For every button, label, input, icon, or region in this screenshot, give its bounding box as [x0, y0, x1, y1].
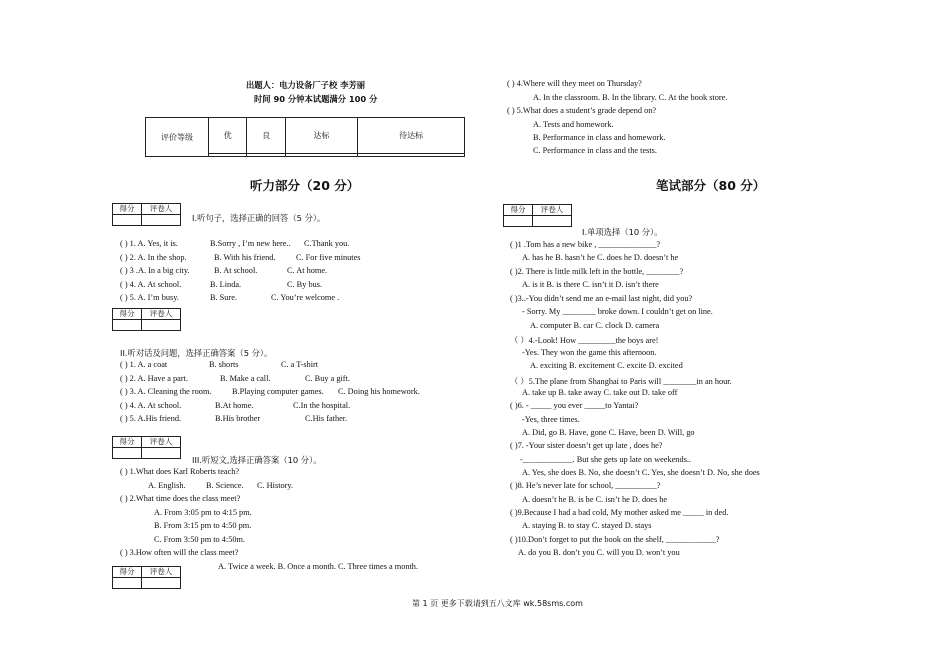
question-5: ( ) 5.What does a student’s grade depend on?: [507, 106, 657, 115]
grade-col-excellent: 优: [209, 118, 247, 154]
option: C.In the hospital.: [293, 401, 351, 410]
list-item: A. do you B. don’t you C. will you D. won’t you: [518, 548, 680, 557]
question-1: ( ) 1.What does Karl Roberts teach?: [120, 467, 240, 476]
grader-label: 评卷人: [142, 567, 181, 578]
part1-title: I.听句子，选择正确的回答（5 分）。: [192, 213, 326, 223]
score-label: 得分: [113, 567, 142, 578]
list-item: ( ) 2. A. Have a part.: [120, 374, 188, 383]
option: B. Linda.: [210, 280, 242, 289]
score-box: [112, 203, 181, 226]
list-item: ( )9.Because I had a bad cold, My mother asked me _____ in ded.: [510, 508, 729, 517]
listening-title: 听力部分（20 分）: [250, 178, 360, 193]
option: B.At home.: [215, 401, 254, 410]
option: B.His brother: [215, 414, 261, 423]
option: A. Tests and homework.: [533, 120, 614, 129]
list-item: ( ) 1. A. Yes, it is.: [120, 239, 178, 248]
option: C.Thank you.: [304, 239, 350, 248]
question-4: ( ) 4.Where will they meet on Thursday?: [507, 79, 642, 88]
option: B. From 3:15 pm to 4:50 pm.: [154, 521, 252, 530]
option: B.Playing computer games.: [232, 387, 324, 396]
grade-label: 评价等级: [146, 118, 209, 157]
part2-title: II.听对话及问题，选择正确答案（5 分）。: [120, 348, 273, 358]
score-label: 得分: [504, 205, 533, 216]
list-item: ( ) 1. A. a coat: [120, 360, 168, 369]
option: B. shorts: [209, 360, 239, 369]
option: C. Buy a gift.: [305, 374, 350, 383]
time-line: 时间 90 分钟本试题满分 100 分: [254, 94, 378, 104]
list-item: -Yes. They won the game this afternoon.: [522, 348, 657, 357]
option: B. Performance in class and homework.: [533, 133, 666, 142]
option: C. Doing his homework.: [338, 387, 420, 396]
grade-col-good: 良: [247, 118, 285, 154]
score-label: 得分: [113, 437, 142, 448]
list-item: ( ) 3 .A. In a big city.: [120, 266, 190, 275]
list-item: ( )10.Don’t forget to put the book on the shelf, ____________?: [510, 535, 720, 544]
list-item: - Sorry. My ________ broke down. I couldn’t get on line.: [522, 307, 713, 316]
list-item: ( ) 4. A. At school.: [120, 401, 182, 410]
list-item: -____________. But she gets up late on weekends..: [520, 455, 691, 464]
list-item: ( )2. There is little milk left in the bottle, ________?: [510, 267, 684, 276]
grade-col-needs-work: 待达标: [358, 118, 465, 154]
option: B.Sorry , I’m new here..: [210, 239, 291, 248]
list-item: A. Yes, she does B. No, she doesn’t C. Yes, she doesn’t D. No, she does: [522, 468, 760, 477]
option: C. Performance in class and the tests.: [533, 146, 657, 155]
score-box: [503, 204, 572, 227]
option: A. English.: [148, 481, 186, 490]
option: C. From 3:50 pm to 4:50m.: [154, 535, 246, 544]
list-item: ( )8. He’s never late for school, __________?: [510, 481, 661, 490]
option: B. Make a call.: [220, 374, 271, 383]
list-item: （ ）4.-Look! How _________the boys are!: [510, 336, 659, 345]
part3-title: III.听短文,选择正确答案（10 分）。: [192, 455, 322, 465]
list-item: A. is it B. is there C. isn’t it D. isn’t there: [522, 280, 659, 289]
grader-label: 评卷人: [142, 437, 181, 448]
list-item: ( ) 5. A. I’m busy.: [120, 293, 179, 302]
option: C. By bus.: [287, 280, 323, 289]
option: B. Science.: [206, 481, 244, 490]
list-item: （ ）5.The plane from Shanghai to Paris will ________in an hour.: [510, 377, 732, 386]
option: A. From 3:05 pm to 4:15 pm.: [154, 508, 252, 517]
list-item: ( )3..-You didn’t send me an e-mail last night, did you?: [510, 294, 693, 303]
list-item: -Yes, three times.: [522, 415, 580, 424]
list-item: ( ) 2. A. In the shop.: [120, 253, 187, 262]
question-3: ( ) 3.How often will the class meet?: [120, 548, 239, 557]
option: C. History.: [257, 481, 294, 490]
option: C. For five minutes: [296, 253, 361, 262]
list-item: ( )7. -Your sister doesn’t get up late , does he?: [510, 441, 663, 450]
option: C.His father.: [305, 414, 348, 423]
author-line: 出题人：电力设备厂子校 李芳丽: [246, 80, 366, 90]
option: B. With his friend.: [214, 253, 276, 262]
option: B. Sure.: [210, 293, 237, 302]
option: C. a T-shirt: [281, 360, 319, 369]
option: A. In the classroom. B. In the library. C. At the book store.: [533, 93, 728, 102]
list-item: A. staying B. to stay C. stayed D. stays: [522, 521, 652, 530]
grade-col-pass: 达标: [285, 118, 358, 154]
score-label: 得分: [113, 309, 142, 320]
writing-part1-title: I.单项选择（10 分）。: [582, 227, 663, 237]
option: C. At home.: [287, 266, 328, 275]
grader-label: 评卷人: [533, 205, 572, 216]
score-box: [112, 308, 181, 331]
page-footer: 第 1 页 更多下载请到五八文库 wk.58sms.com: [412, 599, 583, 608]
grade-table: [145, 117, 465, 157]
list-item: ( ) 3. A. Cleaning the room.: [120, 387, 212, 396]
option: B. At school.: [214, 266, 258, 275]
list-item: A. Did, go B. Have, gone C. Have, been D. Will, go: [522, 428, 695, 437]
list-item: ( )1 .Tom has a new bike , ______________?: [510, 240, 661, 249]
question-2: ( ) 2.What time does the class meet?: [120, 494, 241, 503]
grader-label: 评卷人: [142, 204, 181, 215]
list-item: ( ) 5. A.His friend.: [120, 414, 182, 423]
score-box: [112, 566, 181, 589]
list-item: A. doesn’t he B. is he C. isn’t he D. does he: [522, 495, 668, 504]
option: A. Twice a week. B. Once a month. C. Three times a month.: [218, 562, 419, 571]
list-item: A. exciting B. excitement C. excite D. excited: [530, 361, 683, 370]
list-item: ( )6. - _____ you ever _____to Yantai?: [510, 401, 639, 410]
list-item: A. computer B. car C. clock D. camera: [530, 321, 660, 330]
option: C. You’re welcome .: [271, 293, 340, 302]
list-item: A. take up B. take away C. take out D. take off: [522, 388, 678, 397]
grader-label: 评卷人: [142, 309, 181, 320]
score-box: [112, 436, 181, 459]
list-item: ( ) 4. A. At school.: [120, 280, 182, 289]
list-item: A. has he B. hasn’t he C. does he D. doesn’t he: [522, 253, 679, 262]
score-label: 得分: [113, 204, 142, 215]
writing-title: 笔试部分（80 分）: [656, 178, 766, 193]
